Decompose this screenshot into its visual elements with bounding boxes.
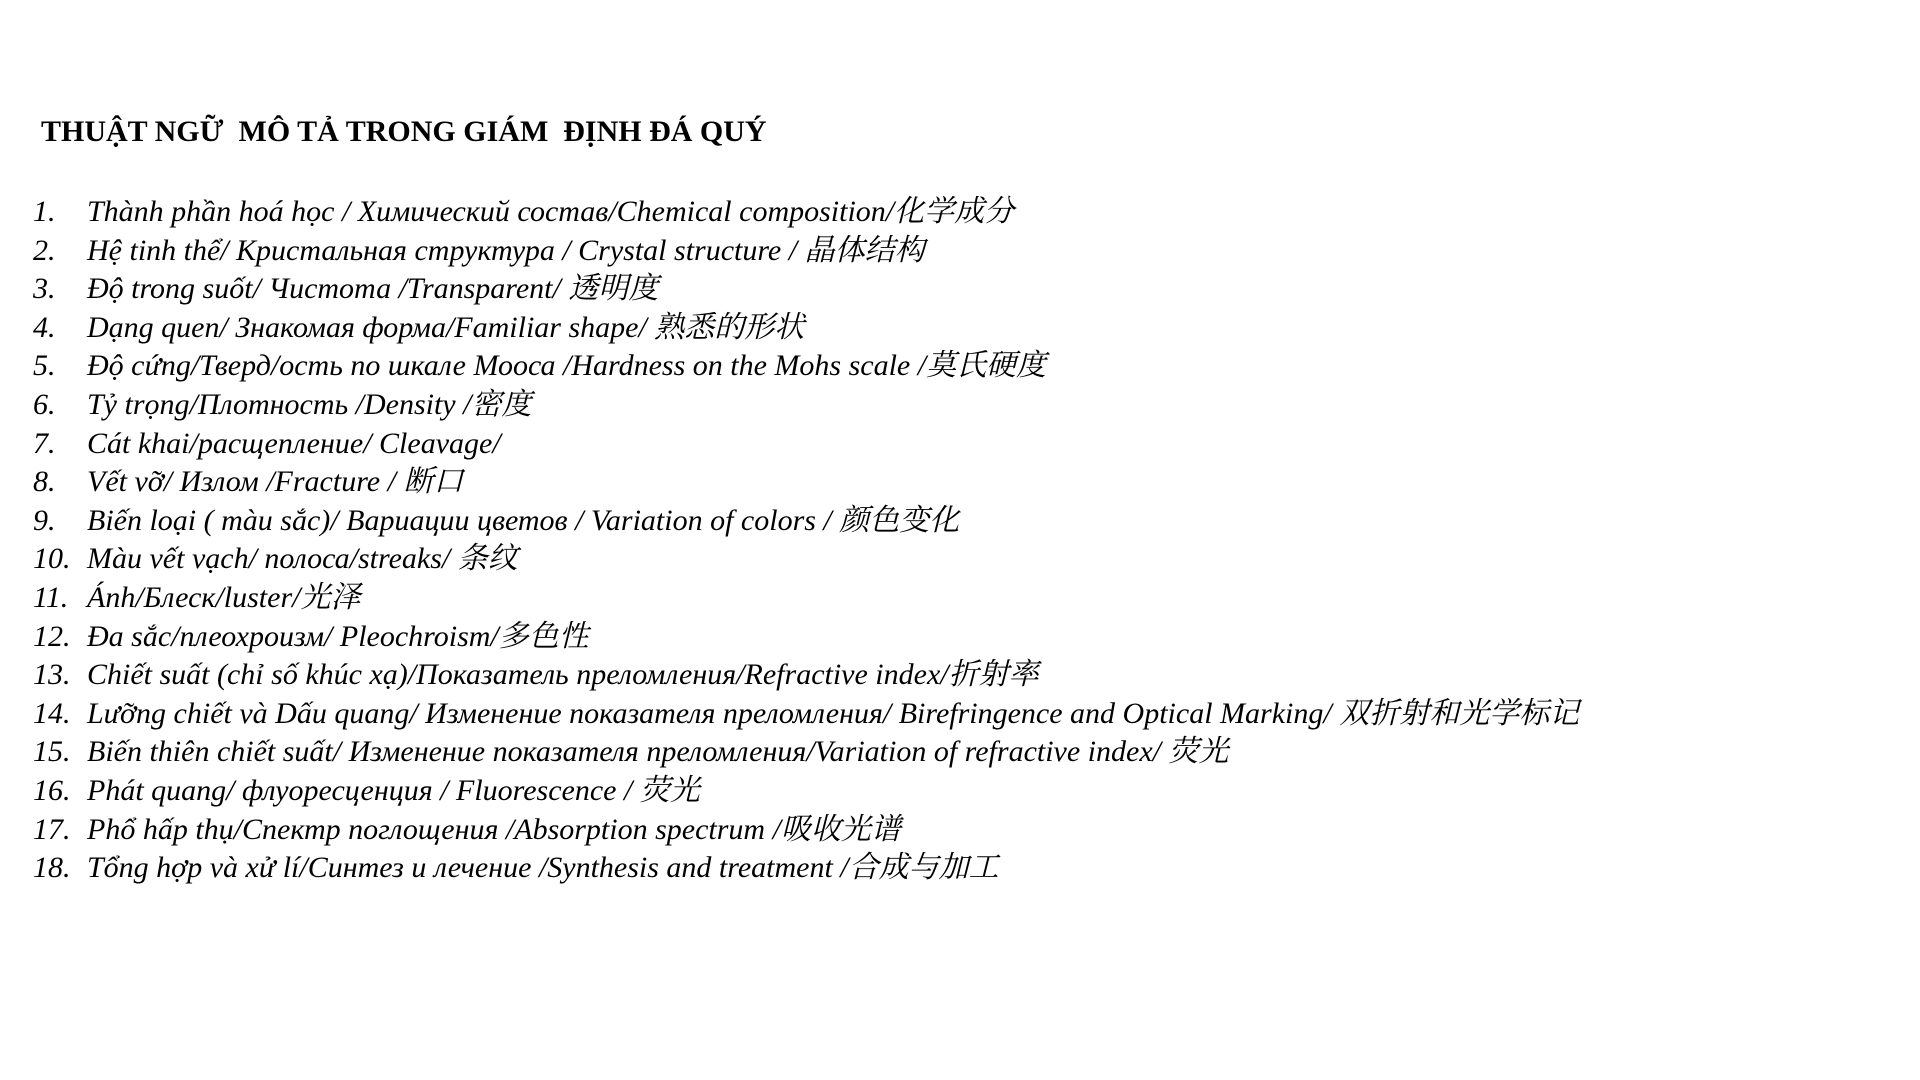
list-item-number: 9.	[33, 503, 56, 537]
list-item-text: Dạng quen/ Знакомая форма/Familiar shape/ 熟悉的形状	[87, 310, 805, 344]
list-item-number: 4.	[33, 310, 56, 344]
list-item-text: Hệ tinh thể/ Кристальная структура / Crystal structure / 晶体结构	[87, 233, 925, 267]
list-item-number: 18.	[33, 851, 71, 885]
list-item-text: Tỷ trọng/Плотность /Density /密度	[87, 387, 532, 421]
slide-title: THUẬT NGỮ MÔ TẢ TRONG GIÁM ĐỊNH ĐÁ QUÝ	[41, 115, 767, 148]
list-item-number: 2.	[33, 233, 56, 267]
list-item-number: 11.	[33, 580, 69, 614]
list-item-text: Phát quang/ флуоресценция / Fluorescence / 荧光	[87, 773, 700, 807]
list-item-text: Biến thiên chiết suất/ Изменение показателя преломления/Variation of refractive index/ 荧光	[87, 735, 1229, 769]
list-item-number: 5.	[33, 349, 56, 383]
list-item-number: 3.	[33, 272, 56, 306]
list-item-text: Màu vết vạch/ полоса/streaks/ 条纹	[87, 542, 518, 576]
list-item-text: Chiết suất (chỉ số khúc xạ)/Показатель преломления/Refractive index/折射率	[87, 658, 1039, 692]
list-item-text: Độ trong suốt/ Чистота /Transparent/ 透明度	[87, 272, 659, 306]
list-item-number: 17.	[33, 812, 71, 846]
list-item-text: Lưỡng chiết và Dấu quang/ Изменение показателя преломления/ Birefringence and Optical Marking/ 双折射和光学标记	[87, 696, 1580, 730]
list-item-number: 8.	[33, 465, 56, 499]
list-item-text: Vết vỡ/ Излом /Fracture / 断口	[87, 465, 464, 499]
list-item-number: 12.	[33, 619, 71, 653]
list-item-text: Tổng hợp và xử lí/Синтез и лечение /Synthesis and treatment /合成与加工	[87, 851, 999, 885]
list-item-number: 16.	[33, 773, 71, 807]
list-item-text: Độ cứng/Тверд/ость по шкале Мооса /Hardness on the Mohs scale /莫氏硬度	[87, 349, 1047, 383]
list-item-text: Phổ hấp thụ/Спектр поглощения /Absorption spectrum /吸收光谱	[87, 812, 901, 846]
list-item-number: 1.	[33, 195, 56, 228]
list-item-text: Biến loại ( màu sắc)/ Вариации цветов / Variation of colors / 颜色变化	[87, 503, 960, 537]
list-item-number: 15.	[33, 735, 71, 769]
list-item-number: 13.	[33, 658, 71, 692]
list-item-number: 6.	[33, 387, 56, 421]
list-item-number: 10.	[33, 542, 71, 576]
list-item-number: 7.	[33, 426, 56, 460]
list-item-text: Thành phần hoá học / Химический состав/Chemical composition/化学成分	[87, 195, 1015, 228]
list-item-number: 14.	[33, 696, 71, 730]
list-item-text: Cát khai/расщепление/ Cleavage/	[87, 426, 501, 460]
list-item-text: Ánh/Блеск/luster/光泽	[87, 580, 361, 614]
list-item-text: Đa sắc/плеохроизм/ Pleochroism/多色性	[87, 619, 589, 653]
